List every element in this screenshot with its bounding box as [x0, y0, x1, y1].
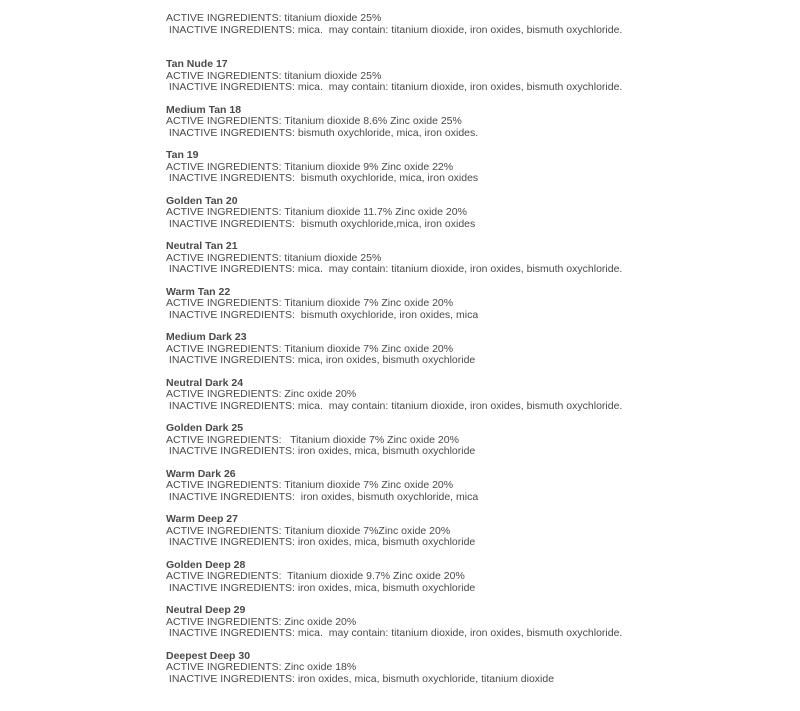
- shade-entry: [166, 13, 786, 36]
- shade-name: Warm Dark 26: [166, 467, 236, 480]
- shade-entry: [166, 332, 786, 367]
- active-ingredients: ACTIVE INGREDIENTS: titanium dioxide 25%: [166, 69, 382, 82]
- inactive-ingredients: INACTIVE INGREDIENTS: iron oxides, mica, bismuth oxychloride, titanium dioxide: [166, 672, 555, 685]
- inactive-ingredients: INACTIVE INGREDIENTS: iron oxides, mica, bismuth oxychloride: [166, 581, 476, 594]
- active-ingredients: ACTIVE INGREDIENTS: Titanium dioxide 9% Zinc oxide 22%: [166, 160, 454, 173]
- active-ingredients: ACTIVE INGREDIENTS: Titanium dioxide 7% Zinc oxide 20%: [166, 479, 454, 491]
- active-ingredients: ACTIVE INGREDIENTS: Titanium dioxide 11.7% Zinc oxide 20%: [166, 206, 467, 218]
- inactive-ingredients: INACTIVE INGREDIENTS: mica. may contain: titanium dioxide, iron oxides, bismuth oxychloride.: [166, 263, 623, 275]
- inactive-ingredients: INACTIVE INGREDIENTS: mica. may contain: titanium dioxide, iron oxides, bismuth oxychloride.: [166, 81, 623, 93]
- shade-name: Deepest Deep 30: [166, 649, 251, 662]
- shade-entry: [166, 59, 786, 94]
- shade-name: Warm Tan 22: [166, 285, 231, 298]
- active-ingredients: ACTIVE INGREDIENTS: Zinc oxide 20%: [166, 615, 357, 628]
- inactive-ingredients: INACTIVE INGREDIENTS: bismuth oxychloride,mica, iron oxides: [166, 217, 476, 230]
- shade-name: Golden Dark 25: [166, 422, 244, 434]
- shade-name: Medium Tan 18: [166, 103, 242, 116]
- inactive-ingredients: INACTIVE INGREDIENTS: mica, iron oxides, bismuth oxychloride: [166, 354, 476, 366]
- shade-entry: [166, 469, 786, 504]
- shade-entry: [166, 651, 786, 686]
- active-ingredients: ACTIVE INGREDIENTS: Titanium dioxide 7% Zinc oxide 20%: [166, 297, 454, 309]
- active-ingredients: ACTIVE INGREDIENTS: Titanium dioxide 7% Zinc oxide 20%: [166, 342, 454, 355]
- shade-entry: [166, 150, 786, 185]
- active-ingredients: ACTIVE INGREDIENTS: titanium dioxide 25%: [166, 251, 382, 264]
- active-ingredients: ACTIVE INGREDIENTS: Titanium dioxide 7%Zinc oxide 20%: [166, 524, 451, 537]
- shade-name: Golden Deep 28: [166, 558, 246, 571]
- shade-entry: [166, 605, 786, 640]
- inactive-ingredients: INACTIVE INGREDIENTS: iron oxides, bismuth oxychloride, mica: [166, 490, 479, 503]
- shade-entry: [166, 423, 786, 458]
- shade-name: Warm Deep 27: [166, 513, 238, 525]
- shade-name: Neutral Deep 29: [166, 604, 246, 616]
- shade-entry: [166, 287, 786, 322]
- inactive-ingredients: INACTIVE INGREDIENTS: iron oxides, mica, bismuth oxychloride: [166, 445, 476, 457]
- shade-name: Tan Nude 17: [166, 58, 228, 70]
- shade-entry: [166, 241, 786, 276]
- inactive-ingredients: INACTIVE INGREDIENTS: bismuth oxychloride, mica, iron oxides: [166, 172, 479, 184]
- shade-entry: [166, 196, 786, 231]
- inactive-ingredients: INACTIVE INGREDIENTS: bismuth oxychloride, mica, iron oxides.: [166, 126, 479, 139]
- inactive-ingredients: INACTIVE INGREDIENTS: mica. may contain: titanium dioxide, iron oxides, bismuth oxychloride.: [166, 399, 623, 412]
- active-ingredients: ACTIVE INGREDIENTS: titanium dioxide 25%: [166, 12, 382, 24]
- shade-name: Medium Dark 23: [166, 331, 247, 343]
- shade-entry: [166, 105, 786, 140]
- shade-name: Tan 19: [166, 149, 199, 161]
- inactive-ingredients: INACTIVE INGREDIENTS: mica. may contain: titanium dioxide, iron oxides, bismuth oxychloride.: [166, 23, 623, 36]
- inactive-ingredients: INACTIVE INGREDIENTS: iron oxides, mica, bismuth oxychloride: [166, 536, 476, 548]
- active-ingredients: ACTIVE INGREDIENTS: Titanium dioxide 8.6% Zinc oxide 25%: [166, 115, 462, 127]
- inactive-ingredients: INACTIVE INGREDIENTS: mica. may contain: titanium dioxide, iron oxides, bismuth oxychloride.: [166, 627, 623, 639]
- shade-name: Golden Tan 20: [166, 194, 238, 207]
- active-ingredients: ACTIVE INGREDIENTS: Zinc oxide 20%: [166, 388, 357, 400]
- active-ingredients: ACTIVE INGREDIENTS: Titanium dioxide 9.7% Zinc oxide 20%: [166, 570, 465, 582]
- shade-name: Neutral Tan 21: [166, 240, 238, 252]
- shade-entry: [166, 378, 786, 413]
- ingredients-document: [166, 13, 786, 696]
- shade-entry: [166, 514, 786, 549]
- active-ingredients: ACTIVE INGREDIENTS: Titanium dioxide 7% Zinc oxide 20%: [166, 433, 459, 446]
- shade-name: Neutral Dark 24: [166, 376, 244, 389]
- shade-entry: [166, 560, 786, 595]
- inactive-ingredients: INACTIVE INGREDIENTS: bismuth oxychloride, iron oxides, mica: [166, 308, 479, 321]
- active-ingredients: ACTIVE INGREDIENTS: Zinc oxide 18%: [166, 661, 357, 673]
